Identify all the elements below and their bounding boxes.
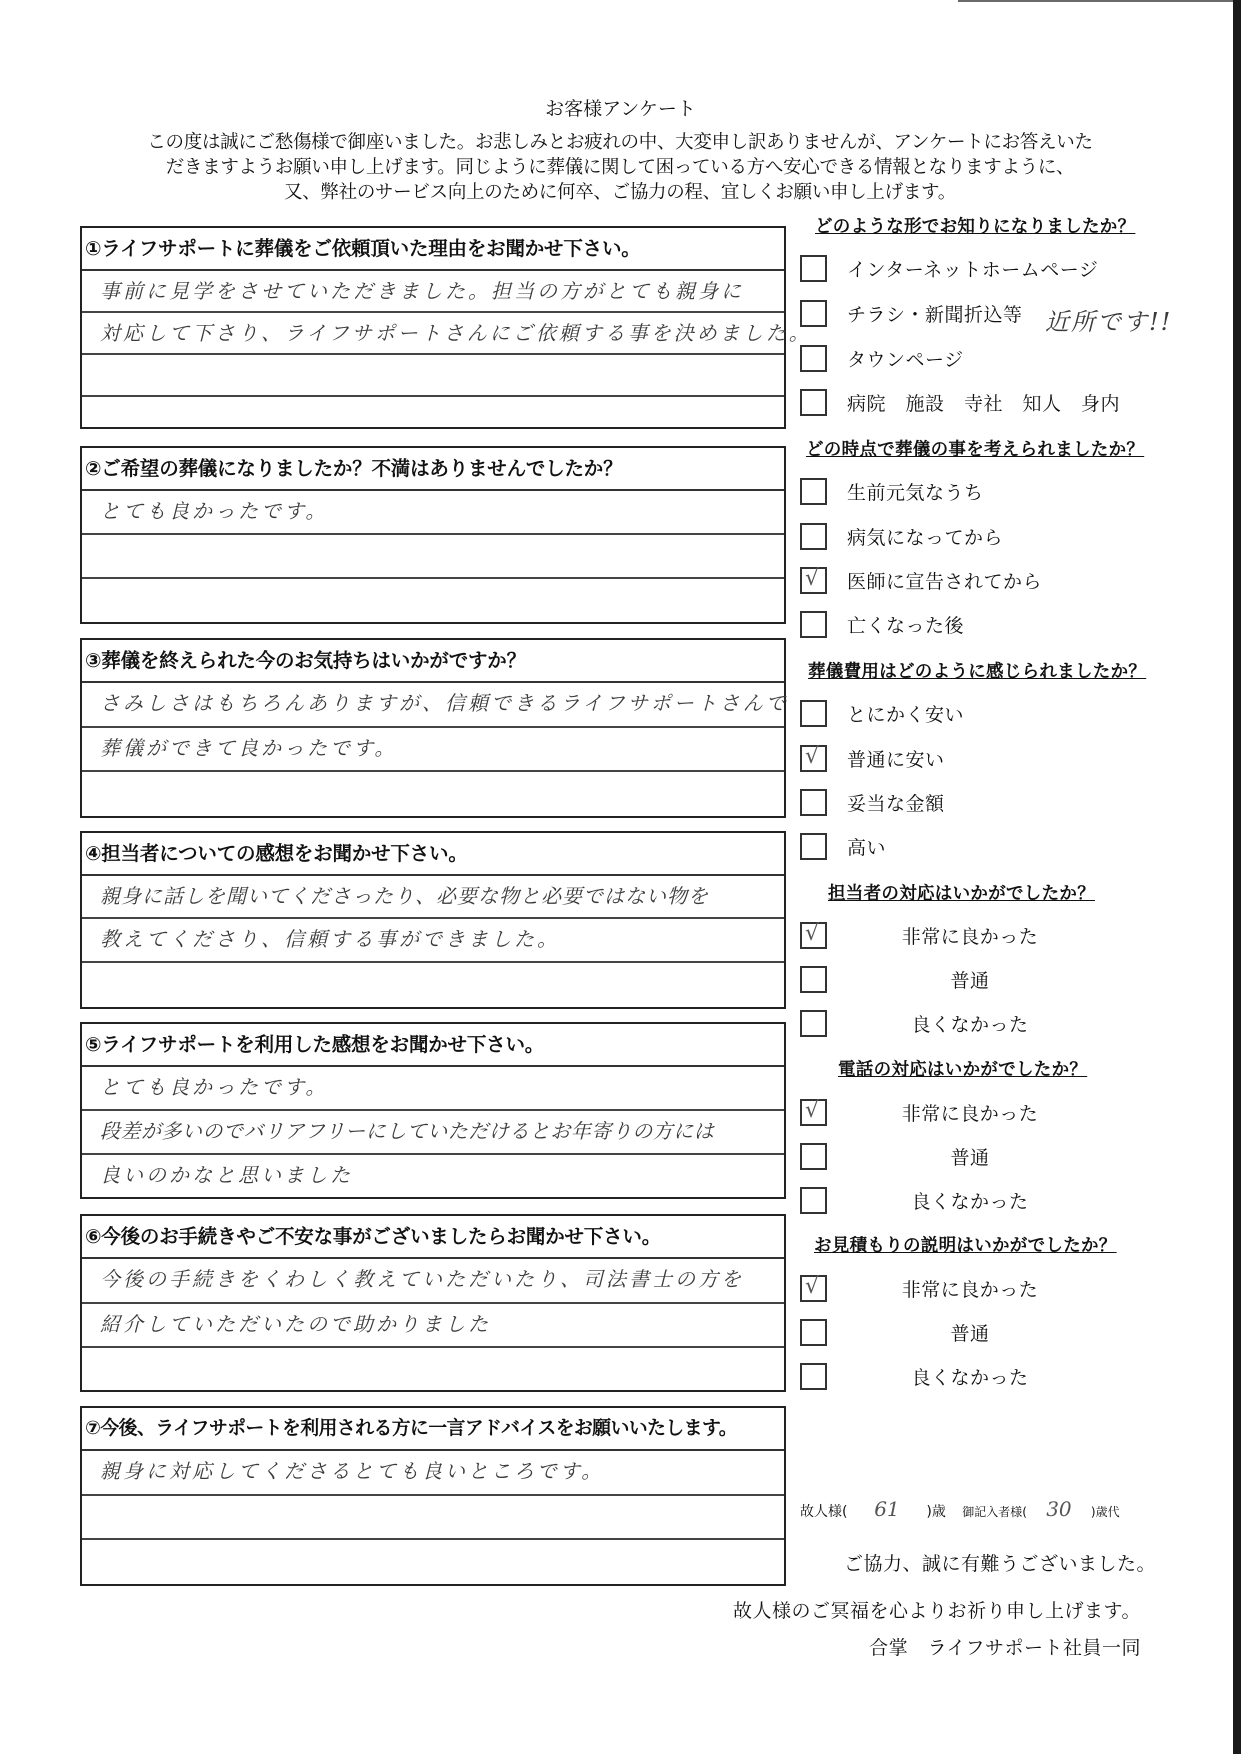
option-label: 非常に良かった — [901, 1278, 1039, 1301]
option-label: とにかく安い — [847, 703, 965, 726]
condolence-text: 故人様のご冥福を心よりお祈り申し上げます。 — [733, 1600, 1141, 1622]
option-staff-normal[interactable] — [800, 964, 990, 994]
intro-line: 又、弊社のサービス向上のために何卒、ご協力の程、宜しくお願い申し上げます。 — [284, 182, 956, 203]
option-staff-not-good[interactable] — [800, 1008, 1029, 1038]
option-label: 良くなかった — [911, 1190, 1029, 1213]
checkbox[interactable] — [800, 700, 827, 727]
when-considered-title: どの時点で葬儀の事を考えられましたか？ — [806, 440, 1145, 460]
option-label: 普通 — [950, 1146, 990, 1169]
checkbox[interactable] — [800, 922, 827, 949]
checkbox[interactable] — [800, 345, 827, 372]
option-very-cheap[interactable] — [800, 698, 964, 728]
option-estimate-normal[interactable] — [800, 1317, 990, 1347]
option-flyer[interactable] — [800, 298, 1023, 328]
answer-line[interactable] — [82, 579, 784, 622]
answer-line[interactable] — [82, 919, 784, 963]
answer-line[interactable] — [82, 491, 784, 535]
checkbox[interactable] — [800, 300, 827, 327]
option-phone-not-good[interactable] — [800, 1185, 1029, 1215]
answer-line[interactable] — [82, 1111, 784, 1155]
signature-text: 合掌 ライフサポート社員一同 — [869, 1637, 1141, 1659]
option-after-diagnosis[interactable] — [800, 565, 1042, 595]
handwritten-answer: 段差が多いのでバリアフリーにしていただけるとお年寄りの方には — [100, 1119, 715, 1143]
option-label: 生前元気なうち — [847, 481, 984, 504]
thanks-text: ご協力、誠に有難うございました。 — [843, 1553, 1156, 1575]
check-mark-icon: √ — [805, 920, 820, 946]
answer-line[interactable] — [82, 1155, 784, 1197]
handwritten-answer: とても良かったです。 — [100, 1075, 329, 1099]
option-fairly-cheap[interactable] — [800, 743, 945, 773]
option-label: 亡くなった後 — [847, 614, 965, 637]
phone-title: 電話の対応はいかがでしたか？ — [838, 1060, 1088, 1080]
handwritten-answer: 紹介していただいたので助かりました — [100, 1312, 491, 1336]
writer-age-suffix: )歳代 — [1090, 1505, 1120, 1519]
deceased-age-label: 故人様( — [800, 1504, 848, 1520]
answer-line[interactable] — [82, 1496, 784, 1540]
handwritten-answer: 良いのかなと思いました — [100, 1163, 353, 1187]
checkbox[interactable] — [800, 789, 827, 816]
estimate-title: お見積もりの説明はいかがでしたか？ — [814, 1236, 1117, 1256]
option-label: 高い — [847, 836, 887, 859]
checkbox[interactable] — [800, 1187, 827, 1214]
writer-age-label: 御記入者様( — [962, 1505, 1027, 1519]
question-3-box — [80, 638, 789, 818]
answer-line[interactable] — [82, 963, 784, 1007]
checkbox[interactable] — [800, 745, 827, 772]
option-label: チラシ・新聞折込等 — [847, 303, 1023, 326]
answer-line[interactable] — [82, 772, 784, 816]
answer-line[interactable] — [82, 1304, 784, 1348]
checkbox[interactable] — [800, 1099, 827, 1126]
deceased-age-value[interactable]: 61 — [874, 1497, 900, 1521]
option-referral[interactable] — [800, 387, 1120, 417]
answer-line[interactable] — [82, 313, 812, 355]
handwritten-answer: 事前に見学をさせていただきました。担当の方がとても親身に — [100, 279, 744, 303]
handwritten-answer: 葬儀ができて良かったです。 — [100, 736, 398, 760]
option-internet[interactable] — [800, 253, 1098, 283]
checkbox[interactable] — [800, 389, 827, 416]
answer-line[interactable] — [82, 1259, 784, 1304]
option-estimate-not-good[interactable] — [800, 1361, 1029, 1391]
question-2-label: ②ご希望の葬儀になりましたか？不満はありませんでしたか？ — [82, 448, 784, 491]
handwritten-answer: 今後の手続きをくわしく教えていただいたり、司法書士の方を — [100, 1267, 744, 1291]
option-while-healthy[interactable] — [800, 476, 984, 506]
option-expensive[interactable] — [800, 831, 886, 861]
checkbox[interactable] — [800, 611, 827, 638]
option-after-illness[interactable] — [800, 521, 1003, 551]
question-3-label: ③葬儀を終えられた今のお気持ちはいかがですか？ — [82, 640, 784, 683]
option-label: 普通に安い — [847, 748, 945, 771]
question-7-label: ⑦今後、ライフサポートを利用される方に一言アドバイスをお願いいたします。 — [82, 1408, 784, 1451]
answer-line[interactable] — [82, 876, 784, 919]
scan-edge-right — [1233, 0, 1241, 1754]
question-4-label: ④担当者についての感想をお聞かせ下さい。 — [82, 833, 784, 876]
checkbox[interactable] — [800, 833, 827, 860]
handwritten-answer: さみしさはもちろんありますが、信頼できるライフサポートさんで — [100, 691, 789, 715]
checkbox[interactable] — [800, 523, 827, 550]
answer-line[interactable] — [82, 535, 784, 579]
option-estimate-very-good[interactable] — [800, 1273, 1039, 1303]
option-phone-very-good[interactable] — [800, 1097, 1039, 1127]
scan-edge-top — [958, 0, 1238, 2]
answer-line[interactable] — [82, 397, 784, 427]
answer-line[interactable] — [82, 271, 784, 313]
checkbox[interactable] — [800, 1363, 827, 1390]
handwritten-answer: とても良かったです。 — [100, 499, 329, 523]
checkbox[interactable] — [800, 966, 827, 993]
question-5-label: ⑤ライフサポートを利用した感想をお聞かせ下さい。 — [82, 1024, 784, 1067]
option-label: 良くなかった — [911, 1013, 1029, 1036]
option-label: 普通 — [950, 969, 990, 992]
option-after-death[interactable] — [800, 609, 964, 639]
how-known-title: どのような形でお知りになりましたか？ — [815, 217, 1136, 237]
option-label: インターネットホームページ — [847, 258, 1099, 281]
option-label: 非常に良かった — [901, 925, 1039, 948]
check-mark-icon: √ — [805, 1273, 820, 1299]
checkbox[interactable] — [800, 478, 827, 505]
question-2-box — [80, 446, 786, 624]
question-1-box — [80, 226, 812, 429]
deceased-age-suffix: )歳 — [926, 1504, 946, 1520]
check-mark-icon: √ — [805, 565, 820, 591]
handwritten-note: 近所です!! — [1045, 308, 1173, 336]
page-title: お客様アンケート — [545, 98, 696, 120]
question-6-box — [80, 1214, 786, 1392]
answer-line[interactable] — [82, 1348, 784, 1390]
handwritten-answer: 親身に対応してくださるとても良いところです。 — [100, 1459, 605, 1483]
answer-line[interactable] — [82, 355, 784, 397]
option-label: 普通 — [950, 1322, 990, 1345]
intro-line: だきますようお願い申し上げます。同じように葬儀に関して困っている方へ安心できる情報となりますように、 — [165, 157, 1075, 178]
option-label: タウンページ — [847, 348, 964, 371]
option-label: 病気になってから — [847, 526, 1004, 549]
option-townpage[interactable] — [800, 343, 964, 373]
checkbox[interactable] — [800, 1010, 827, 1037]
intro-line: この度は誠にご愁傷様で御座いました。お悲しみとお疲れの中、大変申し訳ありませんが、アンケートにお答えいた — [147, 132, 1093, 153]
question-4-box — [80, 831, 786, 1009]
question-6-label: ⑥今後のお手続きやご不安な事がございましたらお聞かせ下さい。 — [82, 1216, 784, 1259]
option-staff-very-good[interactable] — [800, 920, 1039, 950]
option-label: 良くなかった — [911, 1366, 1029, 1389]
option-phone-normal[interactable] — [800, 1141, 990, 1171]
option-label: 非常に良かった — [901, 1102, 1039, 1125]
handwritten-answer: 対応して下さり、ライフサポートさんにご依頼する事を決めました。 — [100, 321, 812, 345]
question-5-box — [80, 1022, 786, 1199]
answer-line[interactable] — [82, 683, 789, 728]
answer-line[interactable] — [82, 1067, 784, 1111]
age-fields — [800, 1497, 1120, 1521]
checkbox[interactable] — [800, 1319, 827, 1346]
answer-line[interactable] — [82, 728, 784, 772]
option-reasonable[interactable] — [800, 787, 945, 817]
checkbox[interactable] — [800, 1143, 827, 1170]
intro-text — [70, 130, 1170, 205]
cost-title: 葬儀費用はどのように感じられましたか？ — [808, 662, 1147, 682]
writer-age-value[interactable]: 30 — [1046, 1497, 1072, 1521]
option-label: 病院 施設 寺社 知人 身内 — [847, 392, 1121, 415]
check-mark-icon: √ — [805, 1097, 820, 1123]
handwritten-answer: 教えてくださり、信頼する事ができました。 — [100, 927, 560, 951]
question-7-box — [80, 1406, 786, 1586]
check-mark-icon: √ — [805, 743, 820, 769]
option-label: 妥当な金額 — [847, 792, 945, 815]
checkbox[interactable] — [800, 567, 827, 594]
answer-line[interactable] — [82, 1540, 784, 1584]
checkbox[interactable] — [800, 255, 827, 282]
option-label: 医師に宣告されてから — [847, 570, 1043, 593]
question-1-label: ①ライフサポートに葬儀をご依頼頂いた理由をお聞かせ下さい。 — [82, 228, 784, 271]
handwritten-answer: 親身に話しを聞いてくださったり、必要な物と必要ではない物を — [100, 884, 709, 908]
staff-title: 担当者の対応はいかがでしたか？ — [828, 884, 1095, 904]
checkbox[interactable] — [800, 1275, 827, 1302]
answer-line[interactable] — [82, 1451, 784, 1496]
